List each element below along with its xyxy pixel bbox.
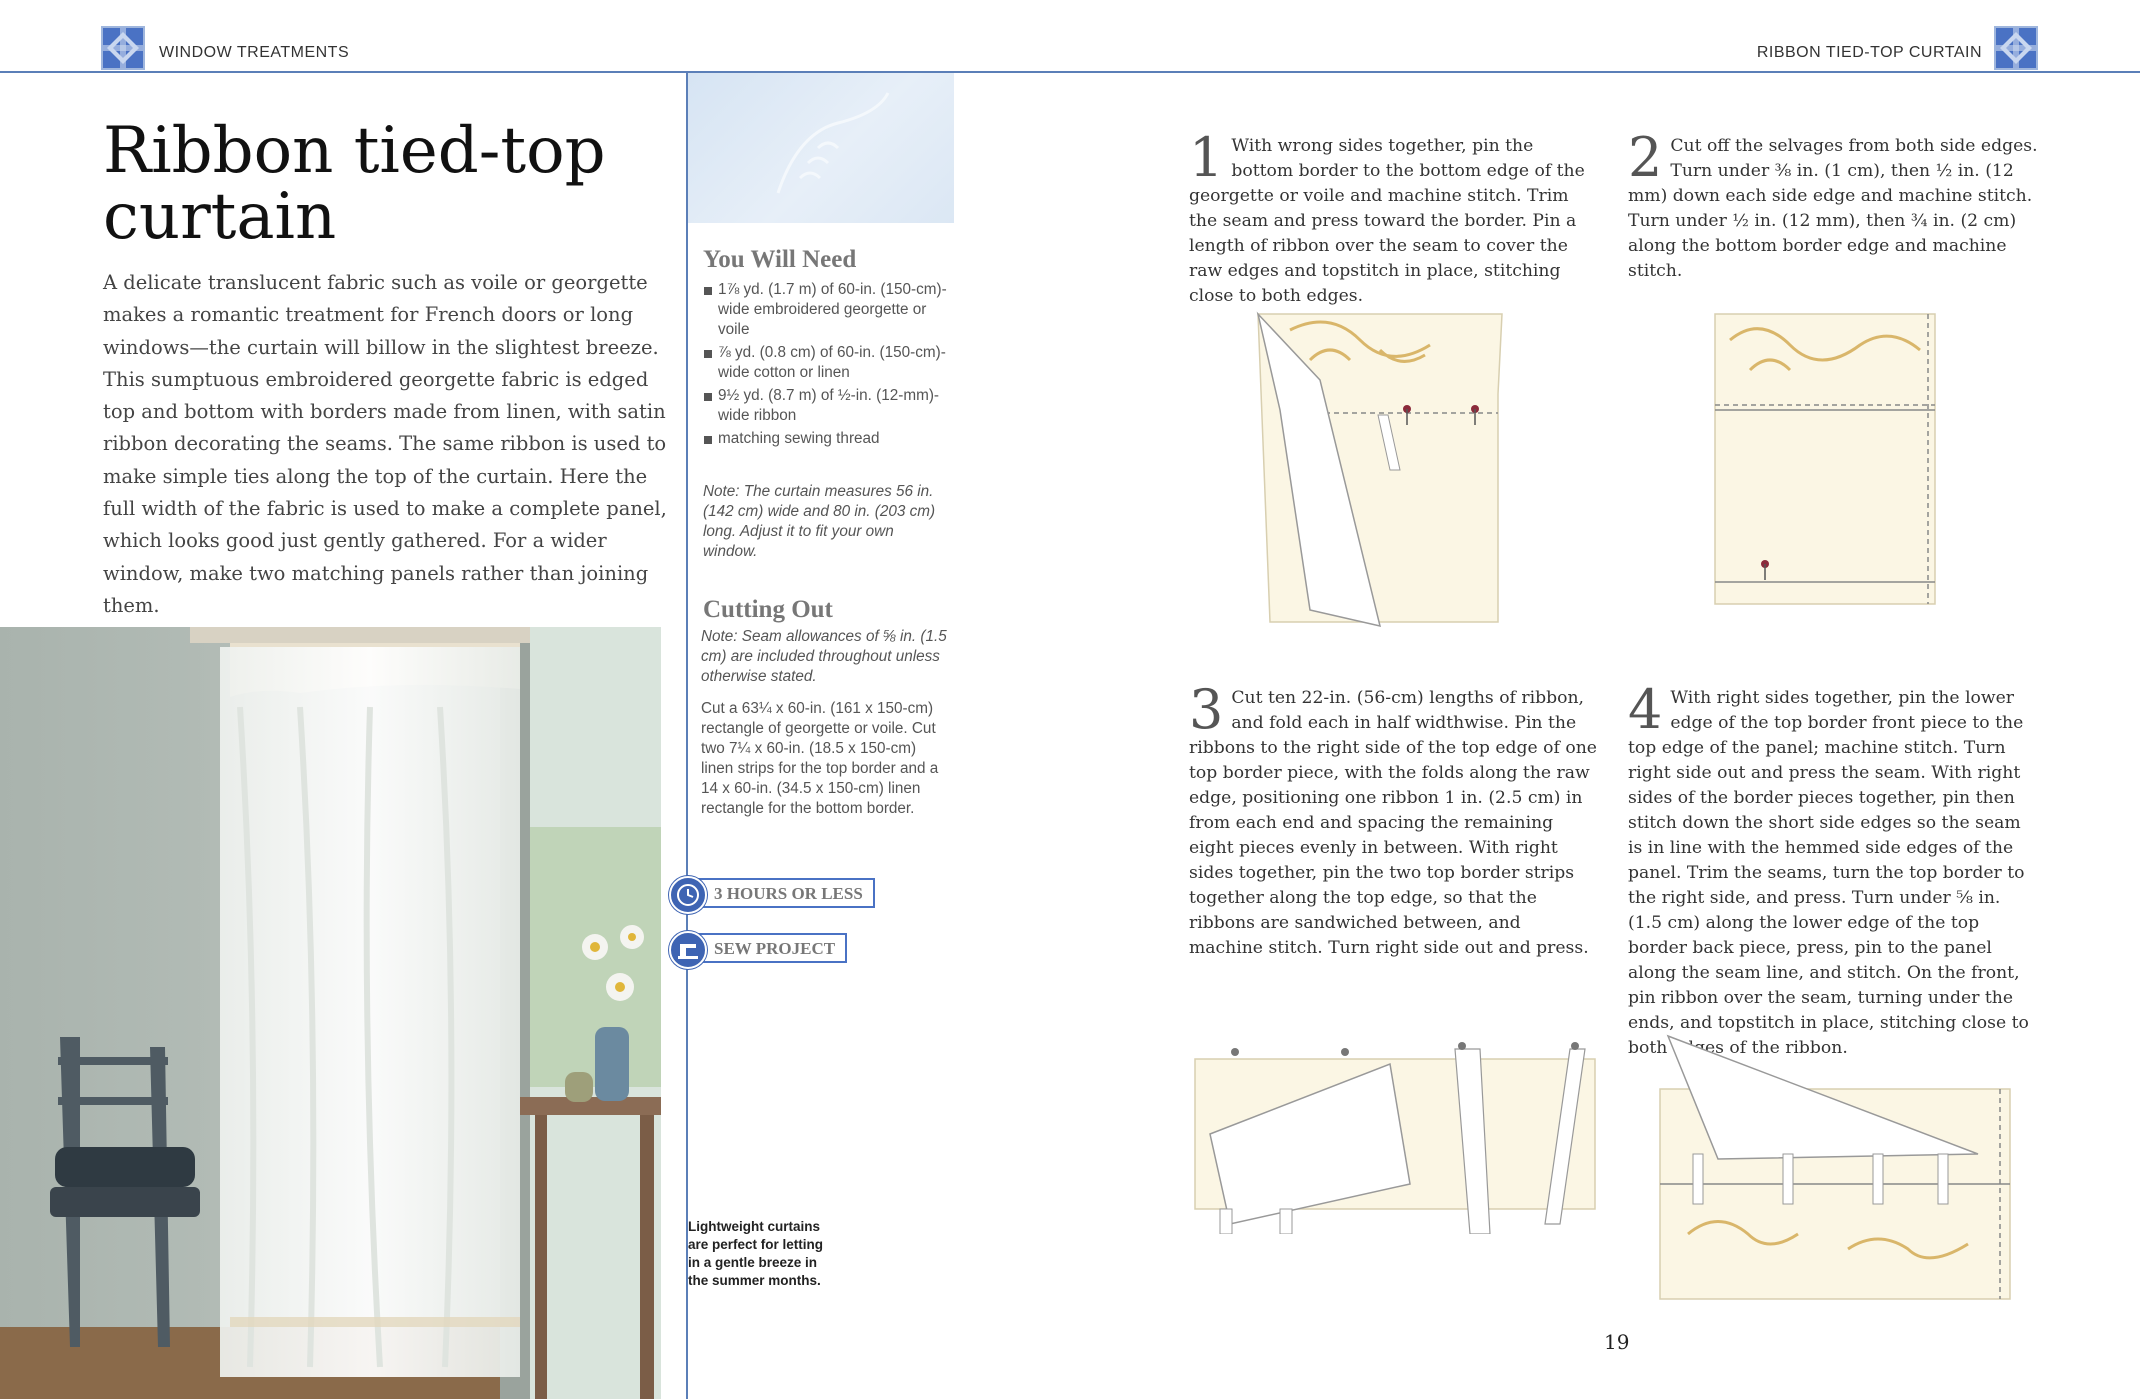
embroidery-swatch-image: [688, 73, 954, 223]
intro-paragraph: A delicate translucent fabric such as voile or georgette makes a romantic treatment for French doors or long windows—the curtain will billow in the slightest breeze. This sumptuous embroidered georgette fabric is edged top and bottom with borders made from linen, with satin ribbon decorating the seams. The same ribbon is used to make simple ties along the top of the curtain. Here the full width of the fabric is used to make a complete panel, which looks good just gently gathered. For a wider window, make two matching panels rather than joining them.: [103, 271, 667, 617]
seam-allowance-note: Note: Seam allowances of ⅝ in. (1.5 cm) are included throughout unless otherwise stated.: [701, 628, 947, 685]
step-text: Cut off the selvages from both side edges. Turn under ⅜ in. (1 cm), then ½ in. (12 mm) down each side edge and machine stitch. Turn under ½ in. (12 mm), then ¾ in. (2 cm) along the bottom border edge and machine stitch.: [1628, 136, 2038, 281]
step-number: 3: [1189, 678, 1224, 741]
step-text: With right sides together, pin the lower edge of the top border front piece to the top edge of the panel; machine stitch. Turn right side out and press the seam. With right sides of the border pieces together, pin then stitch down the short side edges so the seam is in line with the hemmed side edges of the panel. Trim the seams, turn the top border to the right side, and press. Turn under ⅝ in. (1.5 cm) along the lower edge of the top border back piece, press, pin to the panel along the seam line, and stitch. On the front, pin ribbon over the seam, turning under the ends, and topstitch in place, stitching close to both edges of the ribbon.: [1628, 688, 2029, 1058]
you-will-need-heading: You Will Need: [703, 246, 857, 273]
step-1-illustration: [1250, 310, 1510, 634]
step-4-illustration: [1648, 1034, 2018, 1308]
step-2: [1628, 126, 2038, 284]
step-text: With wrong sides together, pin the bottom border to the bottom edge of the georgette or voile and machine stitch. Trim the seam and press toward the border. Pin a length of ribbon over the seam to cover the raw edges and topstitch in place, stitching close to both edges.: [1189, 136, 1585, 306]
quilt-block-icon: [1994, 26, 2038, 70]
step-number: 2: [1628, 126, 1663, 189]
materials-list: [703, 280, 953, 452]
column-divider: [686, 73, 688, 1399]
step-3: [1189, 678, 1599, 961]
step-3-illustration: [1190, 1034, 1600, 1238]
header-left-label: WINDOW TREATMENTS: [159, 44, 350, 61]
header-right-label: RIBBON TIED-TOP CURTAIN: [1756, 44, 1982, 61]
list-item: 1⅞ yd. (1.7 m) of 60-in. (150-cm)-wide embroidered georgette or voile: [703, 280, 953, 340]
step-text: Cut ten 22-in. (56-cm) lengths of ribbon, and fold each in half widthwise. Pin the ribbons to the right side of the top edge of one top border piece, with the folds along the raw edge, positioning one ribbon 1 in. (2.5 cm) in from each end and spacing the remaining eight pieces evenly in between. With right sides together, pin the two top border strips together along the top edge, so that the ribbons are sandwiched between, and machine stitch. Turn right side out and press.: [1189, 688, 1597, 958]
step-1: [1189, 126, 1589, 309]
dimensions-note: Note: The curtain measures 56 in. (142 cm) wide and 80 in. (203 cm) long. Adjust it to fit your own window.: [703, 483, 936, 560]
time-badge: 3 HOURS OR LESS: [698, 878, 875, 908]
step-number: 1: [1189, 126, 1224, 189]
page-title: Ribbon tied-top curtain: [103, 114, 606, 254]
list-item: ⅞ yd. (0.8 cm) of 60-in. (150-cm)-wide cotton or linen: [703, 343, 953, 383]
cutting-out-heading: Cutting Out: [703, 596, 833, 623]
sew-project-badge: SEW PROJECT: [698, 933, 847, 963]
step-number: 4: [1628, 678, 1663, 741]
quilt-block-icon: [101, 26, 145, 70]
clock-icon: [669, 876, 707, 914]
photo-caption: Lightweight curtains are perfect for letting in a gentle breeze in the summer months.: [688, 1219, 824, 1288]
step-4: [1628, 678, 2038, 1061]
step-2-illustration: [1710, 310, 1940, 614]
sewing-machine-icon: [669, 931, 707, 969]
header-rule: [0, 71, 2140, 73]
page-number: 19: [1604, 1330, 1630, 1354]
list-item: 9½ yd. (8.7 m) of ½-in. (12-mm)-wide ribbon: [703, 386, 953, 426]
list-item: matching sewing thread: [703, 429, 953, 449]
cutting-instructions: Cut a 63¼ x 60-in. (161 x 150-cm) rectangle of georgette or voile. Cut two 7¼ x 60-in. (18.5 x 150-cm) linen strips for the top border and a 14 x 60-in. (34.5 x 150-cm) linen rectangle for the bottom border.: [701, 700, 939, 817]
curtain-photo: [0, 627, 661, 1399]
